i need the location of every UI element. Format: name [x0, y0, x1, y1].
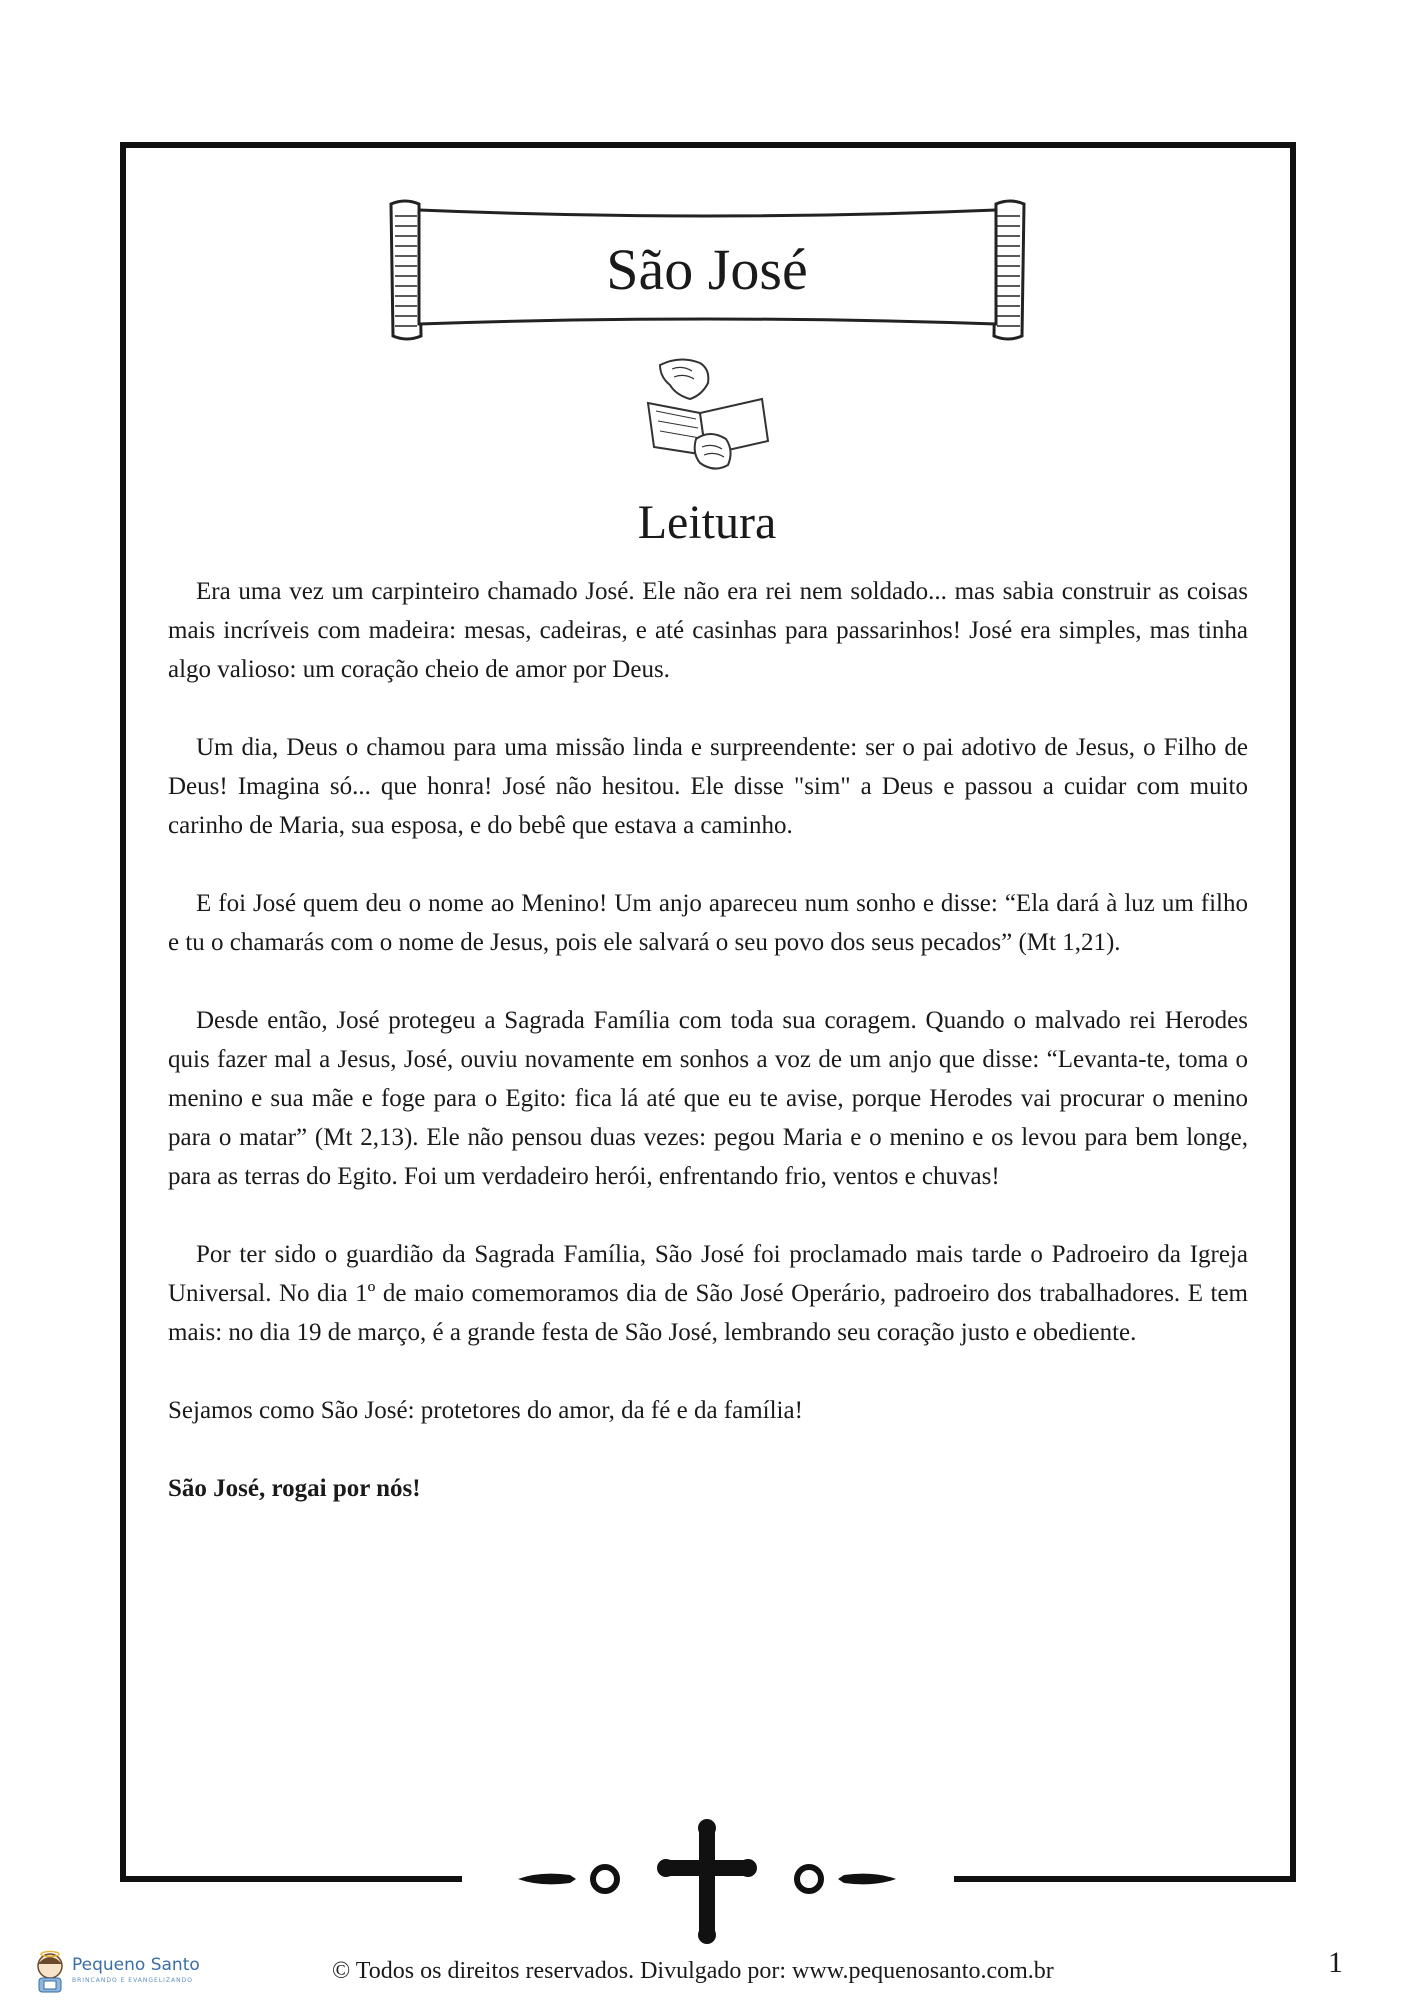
- paragraph: Por ter sido o guardião da Sagrada Família, São José foi proclamado mais tarde o Padroeiro da Igreja Universal. No dia 1º de maio comemoramos dia de São José Operário, padroeiro dos trabalhadores. E tem mais: no dia 19 de março, é a grande festa de São José, lembrando seu coração justo e obediente.: [168, 1241, 1248, 1346]
- reading-text: [168, 572, 1248, 1547]
- closing-prayer: São José, rogai por nós!: [168, 1475, 421, 1502]
- bottom-border-right: [954, 1876, 1296, 1882]
- page-title: São José: [606, 237, 808, 302]
- cross-ornament-icon: [500, 1815, 914, 1945]
- page-number: 1: [1328, 1946, 1343, 1979]
- paragraph: Desde então, José protegeu a Sagrada Família com toda sua coragem. Quando o malvado rei Herodes quis fazer mal a Jesus, José, ouviu novamente em sonhos a voz de um anjo que disse: “Levanta-te, toma o menino e sua mãe e foge para o Egito: fica lá até que eu te avise, porque Herodes vai procurar o menino para o matar” (Mt 2,13). Ele não pensou duas vezes: pegou Maria e o menino e os levou para bem longe, para as terras do Egito. Foi um verdadeiro herói, enfrentando frio, ventos e chuvas!: [168, 1007, 1248, 1190]
- paragraph: E foi José quem deu o nome ao Menino! Um anjo apareceu num sonho e disse: “Ela dará à luz um filho e tu o chamarás com o nome de Jesus, pois ele salvará o seu povo dos seus pecados” (Mt 1,21).: [168, 890, 1248, 956]
- paragraph: Um dia, Deus o chamou para uma missão linda e surpreendente: ser o pai adotivo de Jesus, o Filho de Deus! Imagina só... que honra! José não hesitou. Ele disse "sim" a Deus e passou a cuidar com muito carinho de Maria, sua esposa, e do bebê que estava a caminho.: [168, 734, 1248, 839]
- pequeno-santo-logo-icon: [30, 1950, 70, 1994]
- brand-name: Pequeno Santo: [72, 1955, 200, 1975]
- hands-holding-book-icon: [630, 355, 780, 475]
- paragraph: Sejamos como São José: protetores do amor, da fé e da família!: [168, 1397, 803, 1424]
- paragraph: Era uma vez um carpinteiro chamado José. Ele não era rei nem soldado... mas sabia construir as coisas mais incríveis com madeira: mesas, cadeiras, e até casinhas para passarinhos! José era simples, mas tinha algo valioso: um coração cheio de amor por Deus.: [168, 578, 1248, 683]
- brand-tagline: BRINCANDO E EVANGELIZANDO: [72, 1977, 193, 1984]
- copyright-notice: © Todos os direitos reservados. Divulgado por: www.pequenosanto.com.br: [332, 1958, 1054, 1984]
- bottom-border-left: [120, 1876, 462, 1882]
- section-heading: Leitura: [637, 496, 777, 549]
